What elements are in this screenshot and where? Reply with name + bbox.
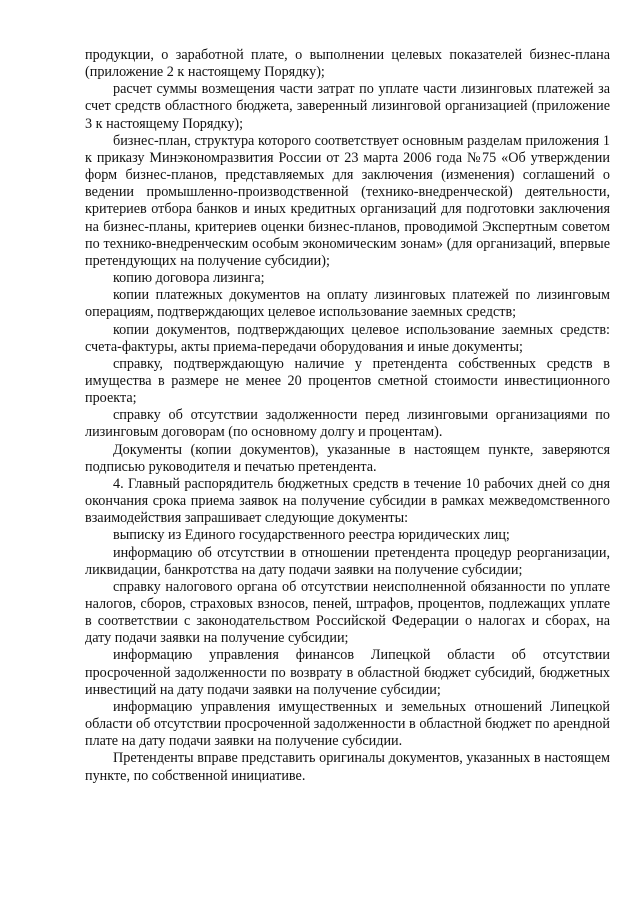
paragraph-no-debt-certificate: справку об отсутствии задолженности перед лизинговыми организациями по лизинговым договорам (по основному долгу и процентам). — [85, 407, 610, 441]
paragraph-leasing-contract-copy: копию договора лизинга; — [113, 270, 265, 287]
paragraph-business-plan-structure: бизнес-план, структура которого соответствует основным разделам приложения 1 к приказу Минэкономразвития России от 23 марта 2006 года №75 «Об утверждении форм бизнес-планов, представляемых для заключения (изменения) соглашений о ведении промышленно-производственной (технико-внедренческой) деятельности, критериев отбора банков и иных кредитных организаций для подготовки заключения на бизнес-планы, критериев оценки бизнес-планов, проводимой Экспертным советом по технико-внедренческим особым экономическим зонам» (для организаций, впервые претендующих на получение субсидии); — [85, 132, 610, 269]
document-page — [85, 47, 610, 785]
paragraph-payment-documents: копии платежных документов на оплату лизинговых платежей по лизинговым операциям, подтверждающих целевое использование заемных средств; — [85, 287, 610, 321]
paragraph-leasing-cost-calculation: расчет суммы возмещения части затрат по уплате части лизинговых платежей за счет средств областного бюджета, заверенный лизинговой организацией (приложение 3 к настоящему Порядку); — [85, 81, 610, 132]
paragraph-documents-certification: Документы (копии документов), указанные в настоящем пункте, заверяются подписью руководителя и печатью претендента. — [85, 441, 610, 475]
paragraph-tax-authority-certificate: справку налогового органа об отсутствии неисполненной обязанности по уплате налогов, сборов, страховых взносов, пеней, штрафов, процентов, подлежащих уплате в соответствии с законодательством Российской Федерации о налогах и сборах, на дату подачи заявки на получение субсидии; — [85, 578, 610, 647]
paragraph-originals-initiative: Претенденты вправе представить оригиналы документов, указанных в настоящем пункте, по собственной инициативе. — [85, 750, 610, 784]
paragraph-finance-department-info: информацию управления финансов Липецкой области об отсутствии просроченной задолженности по возврату в областной бюджет субсидий, бюджетных инвестиций на дату подачи заявки на получение субсидии; — [85, 647, 610, 698]
paragraph-no-bankruptcy-info: информацию об отсутствии в отношении претендента процедур реорганизации, ликвидации, банкротства на дату подачи заявки на получение субсидии; — [85, 544, 610, 578]
paragraph-section-4-request: 4. Главный распорядитель бюджетных средств в течение 10 рабочих дней со дня окончания срока приема заявок на получение субсидии в рамках межведомственного взаимодействия запрашивает следующие документы: — [85, 475, 610, 527]
paragraph-target-use-documents: копии документов, подтверждающих целевое использование заемных средств: счета-фактуры, акты приема-передачи оборудования и иные документы; — [85, 321, 610, 355]
paragraph-business-plan-targets: продукции, о заработной плате, о выполнении целевых показателей бизнес-плана (приложение 2 к настоящему Порядку); — [85, 47, 610, 81]
paragraph-registry-extract: выписку из Единого государственного реестра юридических лиц; — [113, 527, 510, 544]
paragraph-property-department-info: информацию управления имущественных и земельных отношений Липецкой области об отсутствии просроченной задолженности в областной бюджет по арендной плате на дату подачи заявки на получение субсидии. — [85, 698, 610, 750]
paragraph-own-funds-certificate: справку, подтверждающую наличие у претендента собственных средств в имущества в размере не менее 20 процентов сметной стоимости инвестиционного проекта; — [85, 355, 610, 407]
